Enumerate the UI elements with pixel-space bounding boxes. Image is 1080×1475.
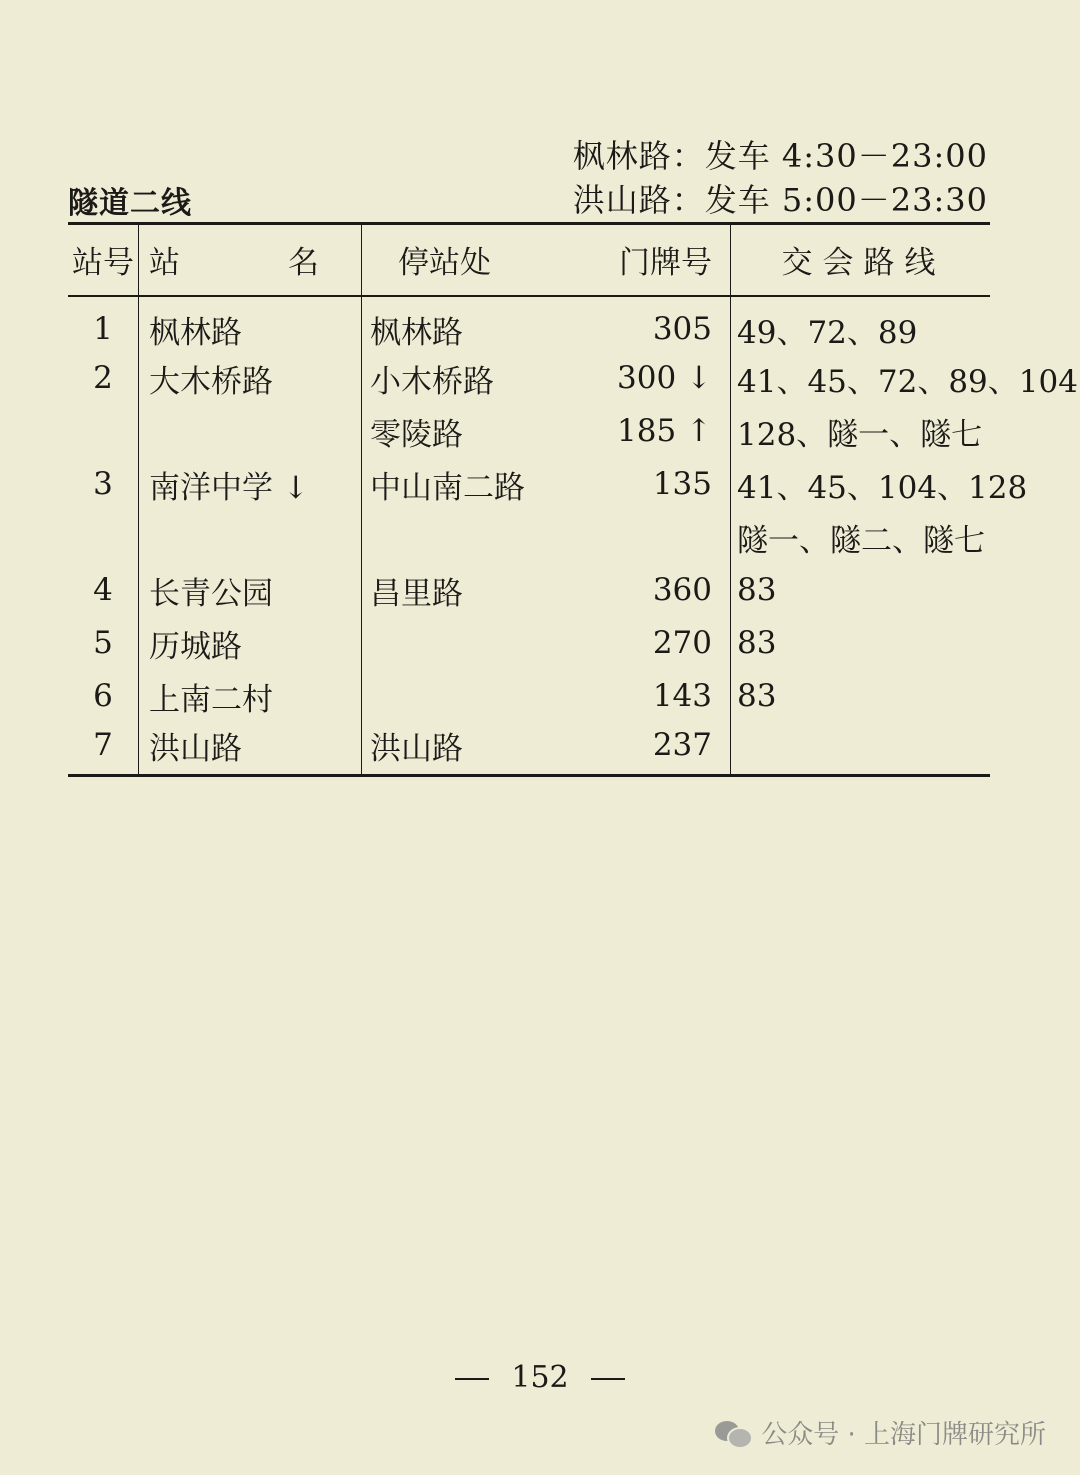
schedule-line-fenglin: 枫林路：发车 4:30－23:00 [572,137,988,175]
station-number: 6 [93,678,113,714]
table-body [68,296,1078,776]
connecting-lines: 41、45、72、89、104 [731,352,991,405]
table-row [68,511,990,564]
door-number: 305 [652,311,712,347]
stop-location: 枫林路 [362,296,579,352]
watermark [715,1414,1046,1451]
station-number: 4 [93,572,113,608]
door-number [578,511,731,564]
door-number: 270 [652,625,712,661]
header-stop-location: 停站处 [362,224,579,296]
header-station-number: 站号 [72,245,134,282]
table-row [68,458,990,511]
watermark-text: 公众号 · 上海门牌研究所 [761,1420,1046,1450]
stops-table [68,222,1078,777]
station-number: 7 [93,727,113,764]
station-name [139,405,362,458]
dash-right [591,1378,625,1380]
table-row [68,352,990,405]
header-row [68,224,990,296]
door-number: 237 [652,727,712,764]
table-row [68,617,990,670]
door-number: 135 [652,466,712,502]
station-name: 长青公园 [139,564,362,617]
header-name-char-1: 站 [149,245,180,282]
station-number: 2 [93,360,113,396]
connecting-lines: 41、45、104、128 [731,458,991,511]
station-name [139,511,362,564]
table-row [68,564,990,617]
station-number: 1 [93,311,113,347]
stop-location: 洪山路 [362,723,579,776]
station-number: 3 [93,466,113,502]
door-number: 360 [652,572,712,608]
station-number [68,405,139,458]
stop-location: 小木桥路 [362,352,579,405]
stop-location [362,511,579,564]
connecting-lines: 49、72、89 [731,296,991,352]
header-connecting-lines: 交会路线 [731,224,991,296]
stop-location [362,670,579,723]
stop-location: 中山南二路 [362,458,579,511]
page-footer [0,1360,1080,1395]
page-number: 152 [511,1360,569,1395]
table-row [68,296,990,352]
station-name: 大木桥路 [139,352,362,405]
station-name: 洪山路 [139,723,362,776]
header-name-char-2: 名 [288,245,319,282]
table-row [68,405,990,458]
table-row [68,723,990,776]
connecting-lines: 83 [731,617,991,670]
connecting-lines: 83 [731,670,991,723]
header-door-number: 门牌号 [619,245,712,282]
table-row [68,670,990,723]
door-number: 300 ↓ [617,360,712,396]
connecting-lines: 83 [731,564,991,617]
connecting-lines: 隧一、隧二、隧七 [731,511,991,564]
stop-location [362,617,579,670]
wechat-icon [715,1419,751,1447]
connecting-lines: 128、隧一、隧七 [731,405,991,458]
station-name: 上南二村 [139,670,362,723]
connecting-lines [731,723,991,776]
station-name: 历城路 [139,617,362,670]
station-number [68,511,139,564]
stop-location: 零陵路 [362,405,579,458]
table-header [68,224,990,296]
door-number: 143 [652,678,712,714]
stop-location: 昌里路 [362,564,579,617]
route-title: 隧道二线 [68,186,192,221]
header-station-name [139,224,362,296]
departure-schedule [573,134,988,222]
station-name: 枫林路 [139,296,362,352]
station-number: 5 [93,625,113,661]
station-name: 南洋中学 ↓ [139,458,362,511]
schedule-line-hongshan: 洪山路：发车 5:00－23:30 [572,181,988,219]
dash-left [455,1378,489,1380]
door-number: 185 ↑ [617,413,712,449]
